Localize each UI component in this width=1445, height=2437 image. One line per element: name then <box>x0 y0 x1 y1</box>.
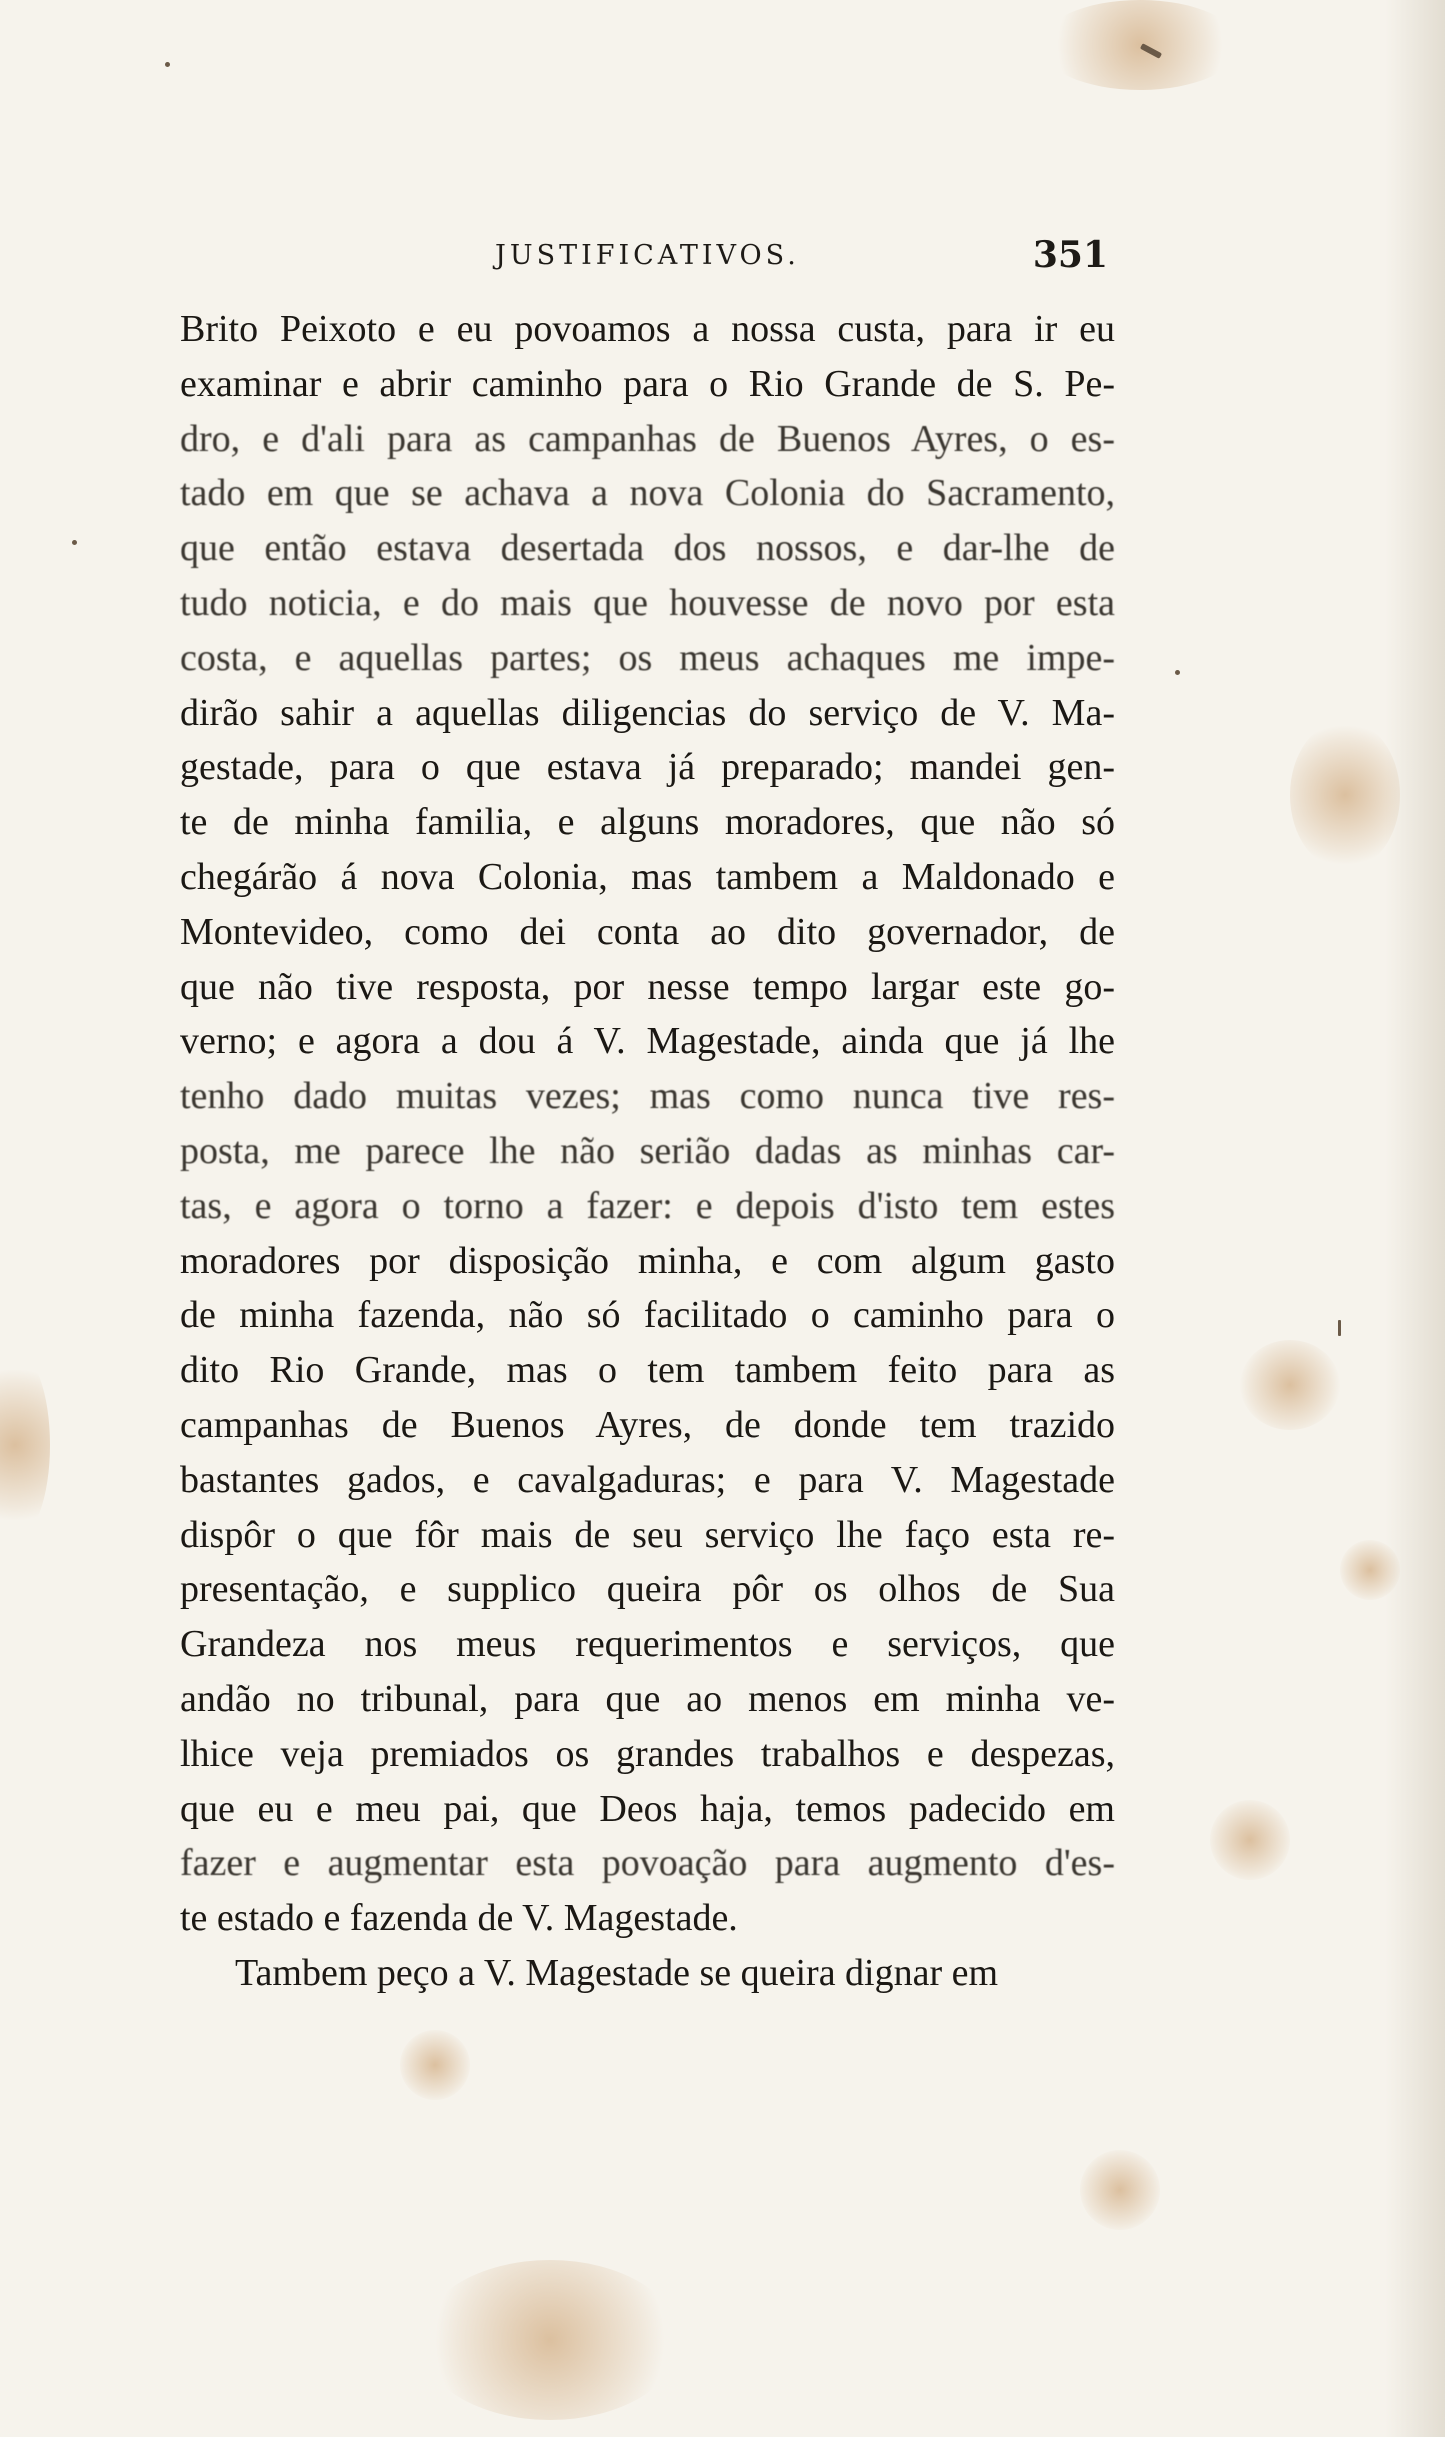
speck <box>72 540 77 545</box>
text-line: te estado e fazenda de V. Magestade. <box>180 1897 738 1940</box>
foxing-stain <box>1210 1800 1290 1880</box>
text-line: verno; e agora a dou á V. Magestade, ainda que já lhe <box>180 1020 1115 1063</box>
text-line: tas, e agora o torno a fazer: e depois d'isto tem estes <box>180 1184 1115 1227</box>
speck <box>165 62 170 67</box>
text-line: gestade, para o que estava já preparado; mandei gen- <box>180 746 1115 789</box>
text-line: lhice veja premiados os grandes trabalhos e despezas, <box>180 1732 1115 1775</box>
running-title: JUSTIFICATIVOS. <box>495 240 800 271</box>
text-line: bastantes gados, e cavalgaduras; e para V. Magestade <box>180 1458 1115 1501</box>
text-line: examinar e abrir caminho para o Rio Grande de S. Pe- <box>180 362 1115 405</box>
text-line: que eu e meu pai, que Deos haja, temos padecido em <box>180 1787 1115 1830</box>
text-line: fazer e augmentar esta povoação para augmento d'es- <box>180 1842 1115 1885</box>
text-line: chegárão á nova Colonia, mas tambem a Maldonado e <box>180 855 1115 898</box>
foxing-stain <box>400 2030 470 2100</box>
text-line: tado em que se achava a nova Colonia do Sacramento, <box>180 472 1115 515</box>
text-line: dito Rio Grande, mas o tem tambem feito para as <box>180 1349 1115 1392</box>
text-line: dro, e d'ali para as campanhas de Buenos Ayres, o es- <box>180 417 1115 460</box>
text-line: presentação, e supplico queira pôr os olhos de Sua <box>180 1568 1115 1611</box>
text-line: que então estava desertada dos nossos, e dar-lhe de <box>180 527 1115 570</box>
text-line: posta, me parece lhe não serião dadas as minhas car- <box>180 1129 1115 1172</box>
text-line: te de minha familia, e alguns moradores, que não só <box>180 801 1115 844</box>
text-line: tenho dado muitas vezes; mas como nunca tive res- <box>180 1075 1115 1118</box>
text-line: tudo noticia, e do mais que houvesse de novo por esta <box>180 581 1115 624</box>
page-number: 351 <box>1032 234 1108 276</box>
text-line: de minha fazenda, não só facilitado o caminho para o <box>180 1294 1115 1337</box>
body-text <box>180 302 1115 2001</box>
paragraph-start-line: Tambem peço a V. Magestade se queira dignar em <box>235 1951 999 1994</box>
speck <box>1175 670 1180 675</box>
text-line: moradores por disposição minha, e com algum gasto <box>180 1239 1115 1282</box>
text-line: que não tive resposta, por nesse tempo largar este go- <box>180 965 1115 1008</box>
foxing-stain <box>420 2260 680 2420</box>
text-line: campanhas de Buenos Ayres, de donde tem trazido <box>180 1403 1115 1446</box>
text-line: dispôr o que fôr mais de seu serviço lhe faço esta re- <box>180 1513 1115 1556</box>
text-line: Brito Peixoto e eu povoamos a nossa custa, para ir eu <box>180 308 1115 350</box>
text-line: costa, e aquellas partes; os meus achaques me impe- <box>180 636 1115 679</box>
running-head <box>180 234 1108 278</box>
foxing-stain <box>1240 1340 1340 1430</box>
speck <box>1338 1320 1341 1336</box>
text-line: Montevideo, como dei conta ao dito governador, de <box>180 910 1115 953</box>
text-line: dirão sahir a aquellas diligencias do serviço de V. Ma- <box>180 691 1115 734</box>
foxing-stain <box>1340 1540 1400 1600</box>
text-line: andão no tribunal, para que ao menos em minha ve- <box>180 1677 1115 1720</box>
foxing-stain <box>0 1350 50 1540</box>
foxing-stain <box>1080 2150 1160 2230</box>
foxing-stain <box>1040 0 1240 90</box>
foxing-stain <box>1290 720 1400 870</box>
text-line: Grandeza nos meus requerimentos e serviços, que <box>180 1623 1115 1666</box>
